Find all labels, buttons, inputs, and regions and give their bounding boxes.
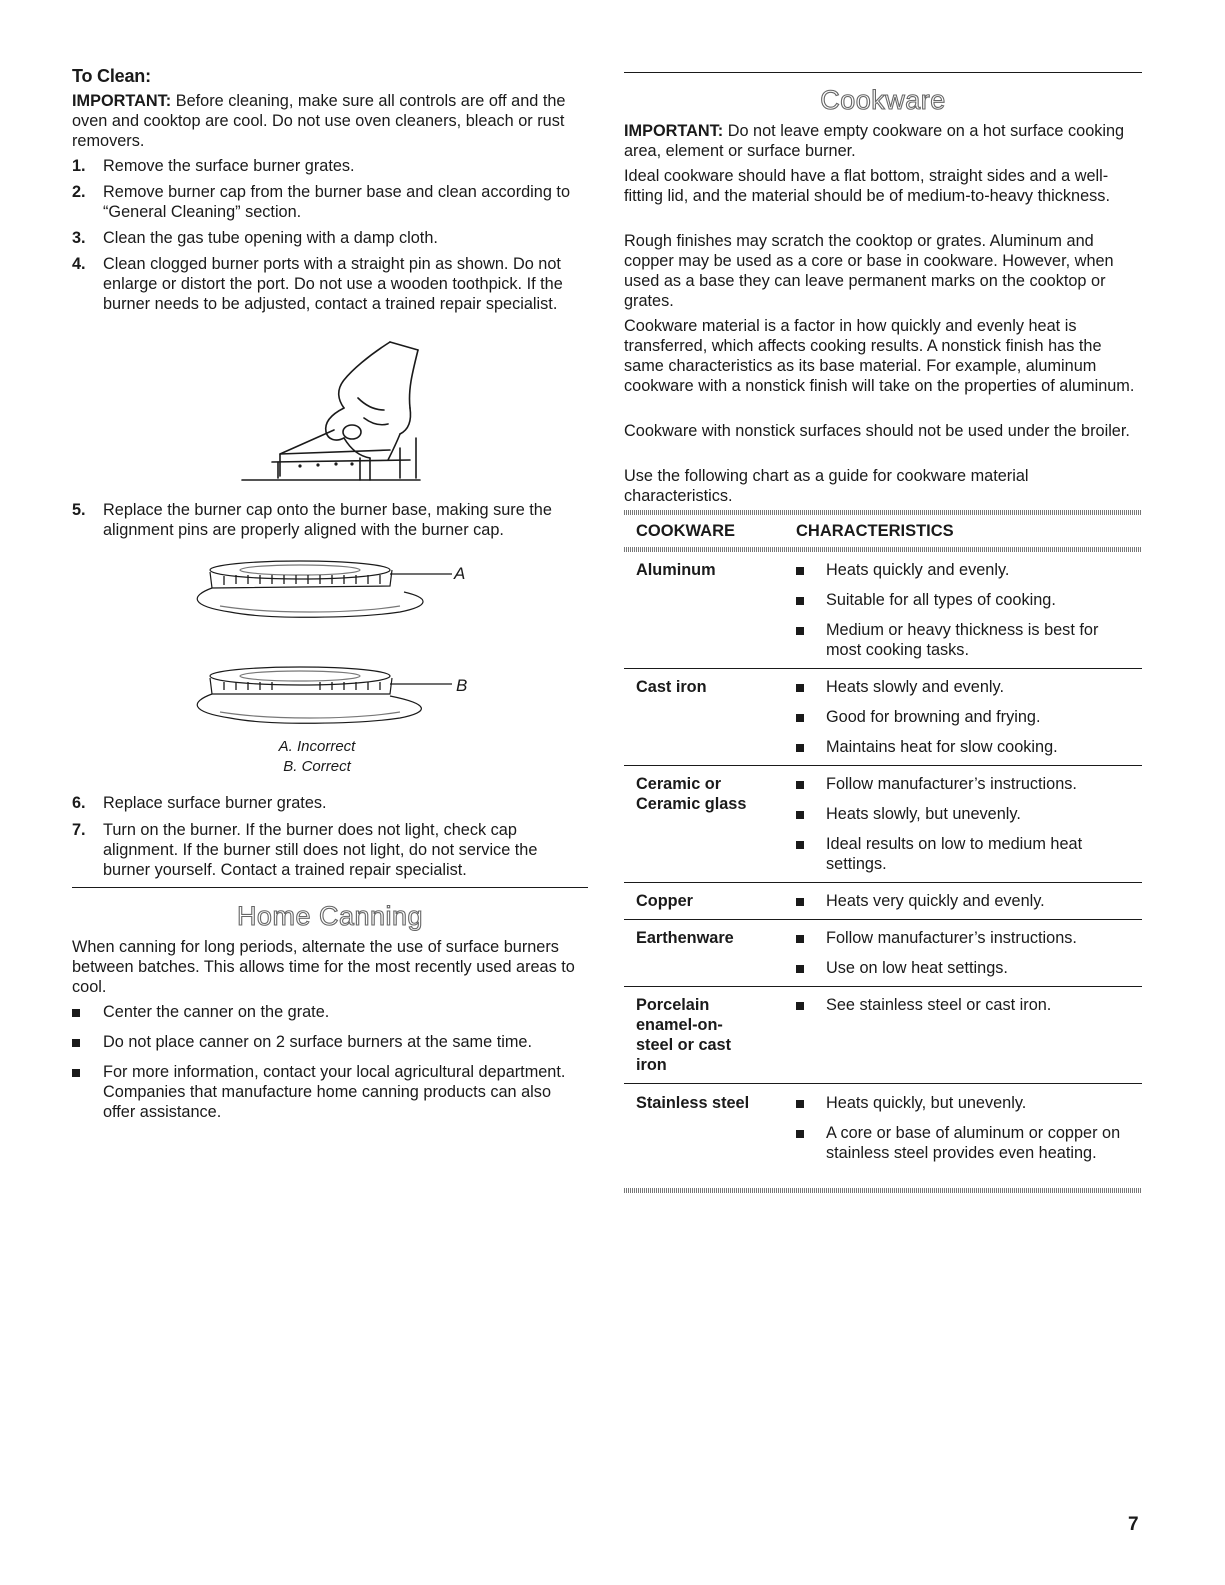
bullet: [796, 965, 804, 973]
cookware-paragraph: Cookware with nonstick surfaces should not be used under the broiler.: [624, 422, 1130, 440]
burner-cap-diagram: [190, 560, 490, 730]
bullet: [796, 1130, 804, 1138]
home-canning-title: Home Canning: [236, 901, 424, 931]
bullet: [72, 1009, 80, 1017]
bullet: [796, 1002, 804, 1010]
table-row-material: Earthenware: [636, 929, 734, 947]
step-number: 2.: [72, 183, 86, 201]
table-row-characteristic: Heats very quickly and evenly.: [826, 892, 1045, 910]
cookware-title: Cookware: [820, 85, 946, 115]
step-text: Turn on the burner. If the burner does not light, check cap alignment. If the burner still does not light, do not service the burner yourself. Contact a trained repair specialist.: [103, 821, 538, 879]
table-row-divider: [624, 765, 1142, 766]
bullet: [796, 841, 804, 849]
important-text: Before cleaning, make sure all controls are off and the oven and cooktop are cool. Do not use oven cleaners, bleach or rust removers.: [72, 92, 566, 150]
table-top-border: [624, 510, 1142, 515]
burner-pin-illustration: [240, 338, 426, 484]
step-number: 5.: [72, 501, 86, 519]
table-row-characteristic: Good for browning and frying.: [826, 708, 1041, 726]
table-row-divider: [624, 986, 1142, 987]
table-row-characteristic: Follow manufacturer’s instructions.: [826, 775, 1077, 793]
table-row-characteristic: Maintains heat for slow cooking.: [826, 738, 1058, 756]
table-bottom-border: [624, 1188, 1142, 1193]
important-text: Do not leave empty cookware on a hot surface cooking area, element or surface burner.: [624, 122, 1125, 160]
table-header-characteristics: CHARACTERISTICS: [796, 522, 954, 540]
table-row-material: Aluminum: [636, 561, 716, 579]
cookware-paragraph: Cookware material is a factor in how quickly and evenly heat is transferred, which affects cooking results. A nonstick finish has the same characteristics as its base material. For example, aluminum cookware with a nonstick finish will take on the properties of aluminum.: [624, 317, 1135, 395]
table-row-material: Copper: [636, 892, 693, 910]
cookware-paragraph: Use the following chart as a guide for cookware material characteristics.: [624, 467, 1029, 505]
table-row-characteristic: Heats slowly, but unevenly.: [826, 805, 1021, 823]
step-number: 6.: [72, 794, 86, 812]
table-row-divider: [624, 882, 1142, 883]
table-row-characteristic: Follow manufacturer’s instructions.: [826, 929, 1077, 947]
cookware-important: [624, 121, 1129, 161]
table-row-material: Stainless steel: [636, 1094, 750, 1112]
important-label: IMPORTANT:: [624, 122, 724, 140]
table-row-material: Cast iron: [636, 678, 707, 696]
bullet: [796, 898, 804, 906]
bullet: [796, 567, 804, 575]
step-number: 4.: [72, 255, 86, 273]
step-text: Remove the surface burner grates.: [103, 157, 355, 175]
step-text: Replace surface burner grates.: [103, 794, 327, 812]
table-row-characteristic: Heats slowly and evenly.: [826, 678, 1004, 696]
table-row-material: Porcelain enamel-on-steel or cast iron: [636, 996, 732, 1074]
step-text: Clean clogged burner ports with a straight pin as shown. Do not enlarge or distort the port. Do not use a wooden toothpick. If the burner needs to be adjusted, contact a trained repair specialist.: [103, 255, 563, 313]
canning-bullet: Do not place canner on 2 surface burners at the same time.: [103, 1033, 532, 1051]
table-row-divider: [624, 668, 1142, 669]
page-number: 7: [1128, 1514, 1139, 1535]
bullet: [796, 811, 804, 819]
important-label: IMPORTANT:: [72, 92, 172, 110]
table-header-border: [624, 547, 1142, 552]
table-row-divider: [624, 919, 1142, 920]
figure-label-b: B: [456, 676, 468, 695]
section-divider: [624, 72, 1142, 73]
bullet: [796, 597, 804, 605]
home-canning-intro: When canning for long periods, alternate the use of surface burners between batches. This allows time for the most recently used areas to cool.: [72, 938, 575, 996]
table-row-material: Ceramic or Ceramic glass: [636, 775, 747, 813]
step-number: 7.: [72, 821, 86, 839]
section-divider: [72, 887, 588, 888]
cookware-paragraph: Rough finishes may scratch the cooktop or grates. Aluminum and copper may be used as a core or base in cookware. However, when used as a base they can leave permanent marks on the cooktop or grates.: [624, 232, 1114, 310]
figure-caption-a: A. Incorrect: [278, 738, 356, 755]
step-number: 1.: [72, 157, 86, 175]
bullet: [72, 1039, 80, 1047]
figure-label-a: A: [454, 564, 466, 583]
bullet: [72, 1069, 80, 1077]
step-text: Remove burner cap from the burner base and clean according to “General Cleaning” section.: [103, 183, 570, 221]
figure-caption-b: B. Correct: [283, 758, 351, 775]
step-number: 3.: [72, 229, 86, 247]
step-text: Clean the gas tube opening with a damp cloth.: [103, 229, 438, 247]
table-row-characteristic: Use on low heat settings.: [826, 959, 1008, 977]
table-header-cookware: COOKWARE: [636, 522, 735, 540]
bullet: [796, 781, 804, 789]
bullet: [796, 935, 804, 943]
bullet: [796, 744, 804, 752]
table-row-characteristic: Ideal results on low to medium heat settings.: [826, 835, 1083, 873]
cookware-paragraph: Ideal cookware should have a flat bottom, straight sides and a well-fitting lid, and the material should be of medium-to-heavy thickness.: [624, 167, 1110, 205]
table-row-characteristic: Medium or heavy thickness is best for most cooking tasks.: [826, 621, 1099, 659]
bullet: [796, 627, 804, 635]
table-row-characteristic: See stainless steel or cast iron.: [826, 996, 1052, 1014]
table-row-characteristic: Suitable for all types of cooking.: [826, 591, 1056, 609]
bullet: [796, 1100, 804, 1108]
bullet: [796, 714, 804, 722]
table-row-divider: [624, 1083, 1142, 1084]
table-row-characteristic: Heats quickly, but unevenly.: [826, 1094, 1027, 1112]
to-clean-heading: To Clean:: [72, 66, 151, 86]
step-text: Replace the burner cap onto the burner base, making sure the alignment pins are properly aligned with the burner cap.: [103, 501, 552, 539]
table-row-characteristic: A core or base of aluminum or copper on stainless steel provides even heating.: [826, 1124, 1121, 1162]
to-clean-important: [72, 91, 588, 151]
bullet: [796, 684, 804, 692]
canning-bullet: For more information, contact your local agricultural department. Companies that manufacture home canning products can also offer assistance.: [103, 1063, 566, 1121]
table-row-characteristic: Heats quickly and evenly.: [826, 561, 1010, 579]
canning-bullet: Center the canner on the grate.: [103, 1003, 330, 1021]
